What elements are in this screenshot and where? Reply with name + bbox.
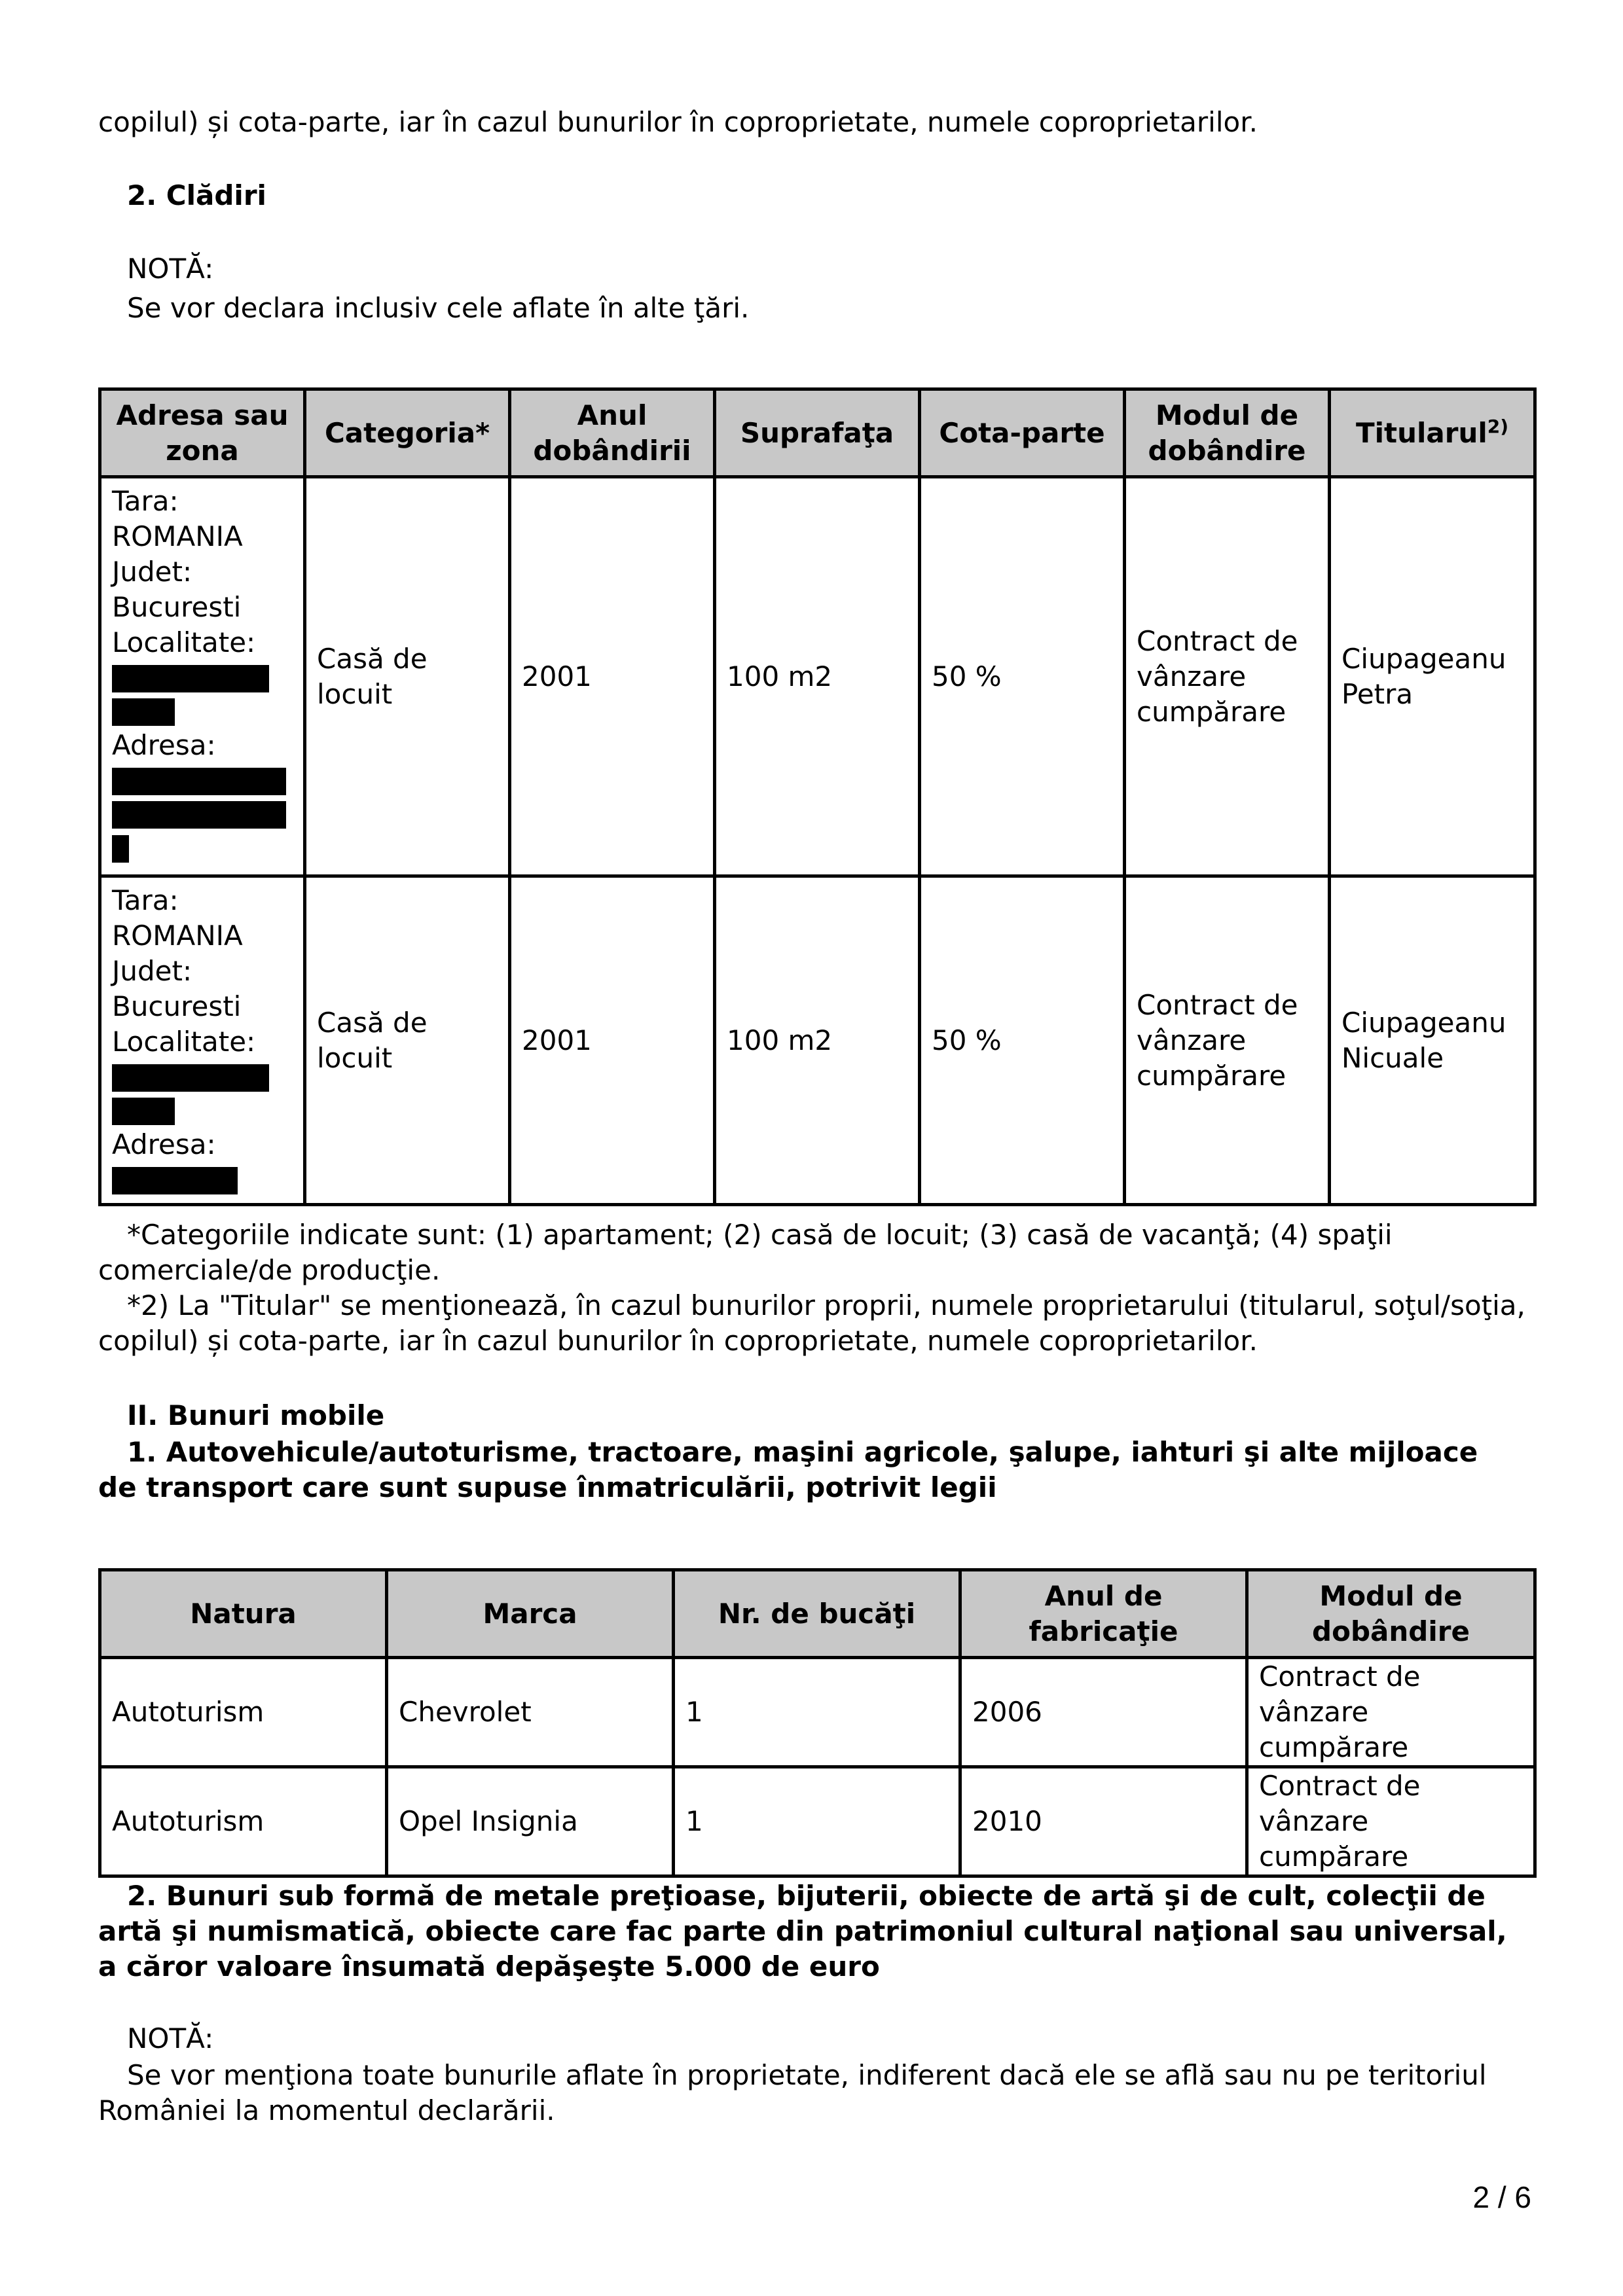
cota-cell: 50 % <box>920 477 1125 876</box>
section-heading-bunuri-mobile: II. Bunuri mobile <box>127 1399 385 1431</box>
col-header-suprafata: Suprafaţa <box>715 389 920 477</box>
redaction-bar <box>112 801 286 829</box>
modul-cell: Contract de vânzare cumpărare <box>1247 1767 1535 1876</box>
subsection-heading-autovehicule: 1. Autovehicule/autoturisme, tractoare, maşini agricole, şalupe, iahturi şi alte mijloace de transport care sunt supuse înmatriculării, potrivit legii <box>98 1436 1478 1503</box>
marca-cell: Chevrolet <box>387 1658 674 1767</box>
anul-cell: 2001 <box>510 477 715 876</box>
modul-cell: Contract de vânzare cumpărare <box>1125 876 1330 1205</box>
table-row <box>100 1658 1535 1767</box>
table-header-row <box>100 389 1535 477</box>
cota-cell: 50 % <box>920 876 1125 1205</box>
redaction-bar <box>112 698 175 726</box>
redacted-locality <box>112 1060 293 1127</box>
address-cell <box>100 477 305 876</box>
redaction-bar <box>112 1064 269 1092</box>
col-header-nr-bucati: Nr. de bucăţi <box>674 1570 960 1658</box>
col-header-adresa: Adresa sau zona <box>100 389 305 477</box>
address-county: Judet: Bucuresti <box>112 955 242 1022</box>
footnote-titular: *2) La "Titular" se menţionează, în cazul bunurilor proprii, numele proprietarului (titularul, soţul/soţia, copilul) și cota-parte, iar în cazul bunurilor în coproprietate, numele coproprietarilor. <box>98 1289 1525 1357</box>
titular-footnote-ref: 2) <box>1487 415 1509 437</box>
address-country: Tara: ROMANIA <box>112 884 243 952</box>
marca-cell: Opel Insignia <box>387 1767 674 1876</box>
address-street-label: Adresa: <box>112 729 216 761</box>
col-header-titular <box>1330 389 1535 477</box>
suprafata-cell: 100 m2 <box>715 876 920 1205</box>
redaction-bar <box>112 835 129 863</box>
redacted-locality <box>112 660 293 728</box>
natura-cell: Autoturism <box>100 1767 387 1876</box>
titular-cell: Ciupageanu Nicuale <box>1330 876 1535 1205</box>
col-header-categoria: Categoria* <box>305 389 510 477</box>
address-locality-label: Localitate: <box>112 1026 256 1058</box>
address-street-label: Adresa: <box>112 1128 216 1160</box>
nr-bucati-cell: 1 <box>674 1767 960 1876</box>
col-header-modul: Modul de dobândire <box>1125 389 1330 477</box>
subsection-heading-metale-pretioase: 2. Bunuri sub formă de metale preţioase, bijuterii, obiecte de artă şi de cult, colecţii de artă şi numismatică, obiecte care fac parte din patrimoniul cultural naţional sau universal, a căror valoare însumată depăşeşte 5.000 de euro <box>98 1880 1507 1982</box>
col-header-cota: Cota-parte <box>920 389 1125 477</box>
address-country: Tara: ROMANIA <box>112 485 243 552</box>
table-row <box>100 876 1535 1205</box>
col-header-modul: Modul de dobândire <box>1247 1570 1535 1658</box>
cladiri-table <box>98 387 1537 1206</box>
table-header-row <box>100 1570 1535 1658</box>
intro-tail-text: copilul) și cota-parte, iar în cazul bunurilor în coproprietate, numele coproprietarilor. <box>98 106 1258 138</box>
titular-cell: Ciupageanu Petra <box>1330 477 1535 876</box>
redaction-bar <box>112 665 269 692</box>
categoria-cell: Casă de locuit <box>305 876 510 1205</box>
table-row <box>100 1767 1535 1876</box>
address-county: Judet: Bucuresti <box>112 556 242 623</box>
redaction-bar <box>112 1098 175 1125</box>
nota-text: Se vor declara inclusiv cele aflate în alte ţări. <box>127 292 750 324</box>
an-fabricatie-cell: 2010 <box>960 1767 1247 1876</box>
address-locality-label: Localitate: <box>112 626 256 658</box>
section-heading-cladiri: 2. Clădiri <box>127 179 266 211</box>
natura-cell: Autoturism <box>100 1658 387 1767</box>
nota-label: NOTĂ: <box>127 253 214 285</box>
titular-header-label: Titularul <box>1355 416 1487 449</box>
col-header-an-fabricatie: Anul de fabricaţie <box>960 1570 1247 1658</box>
an-fabricatie-cell: 2006 <box>960 1658 1247 1767</box>
table-row <box>100 477 1535 876</box>
col-header-natura: Natura <box>100 1570 387 1658</box>
modul-cell: Contract de vânzare cumpărare <box>1247 1658 1535 1767</box>
redacted-address <box>112 1162 293 1196</box>
nr-bucati-cell: 1 <box>674 1658 960 1767</box>
anul-cell: 2001 <box>510 876 715 1205</box>
modul-cell: Contract de vânzare cumpărare <box>1125 477 1330 876</box>
redaction-bar <box>112 1167 238 1194</box>
col-header-marca: Marca <box>387 1570 674 1658</box>
page-number: 2 / 6 <box>1472 2180 1531 2214</box>
categoria-cell: Casă de locuit <box>305 477 510 876</box>
autovehicule-table <box>98 1568 1537 1878</box>
redacted-address <box>112 763 293 865</box>
nota-text: Se vor menţiona toate bunurile aflate în proprietate, indiferent dacă ele se află sau nu pe teritoriul României la momentul declarării. <box>98 2059 1487 2126</box>
address-cell <box>100 876 305 1205</box>
footnote-categorii: *Categoriile indicate sunt: (1) apartament; (2) casă de locuit; (3) casă de vacanţă; (4) spaţii comerciale/de producţie. <box>98 1219 1393 1286</box>
col-header-anul: Anul dobândirii <box>510 389 715 477</box>
redaction-bar <box>112 768 286 795</box>
suprafata-cell: 100 m2 <box>715 477 920 876</box>
nota-label: NOTĂ: <box>127 2022 214 2054</box>
